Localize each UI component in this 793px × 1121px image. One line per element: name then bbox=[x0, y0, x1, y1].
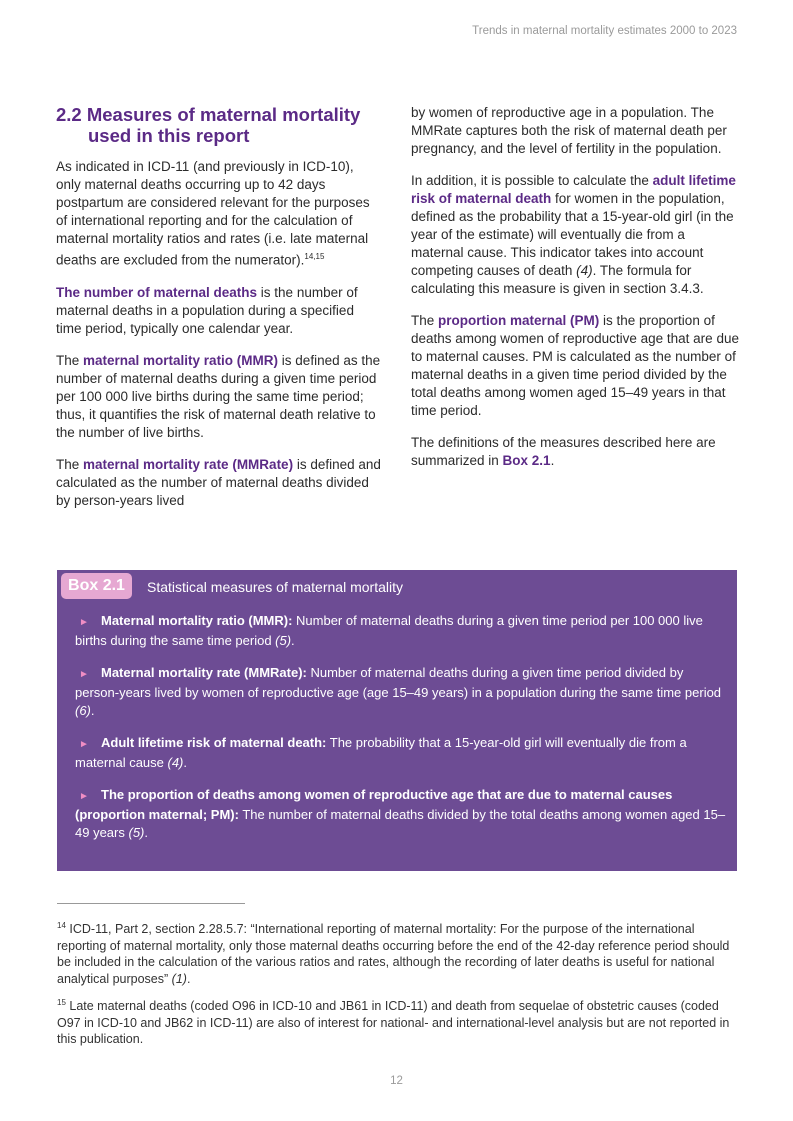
mmrate-paragraph: The maternal mortality rate (MMRate) is defined and calculated as the number of maternal deaths divided by person-years lived bbox=[56, 456, 381, 508]
triangle-bullet-icon: ► bbox=[79, 739, 89, 750]
box-items bbox=[75, 612, 730, 856]
footnote-15: $^{15}$ Late maternal deaths (coded O96 in ICD-10 and JB61 in ICD-11) and death from sequelae of obstetric causes (coded O97 in ICD-10 and JB62 in ICD-11) are also of interest for national- and international-level analysis but are not reported in this publication. bbox=[57, 998, 730, 1047]
intro-paragraph: As indicated in ICD-11 (and previously in ICD-10), only maternal deaths occurring up to 42 days postpartum are considered relevant for the purposes of international reporting and for the calculation of maternal mortality ratios and rates (i.e. late maternal deaths are excluded from the numerator).$^{14,15}$ bbox=[56, 159, 370, 268]
footnote-ref[interactable]: 14,15 bbox=[304, 252, 325, 261]
box-item: ► Maternal mortality ratio (MMR): Number of maternal deaths during a given time period per 100 000 live births during the same time period (5). bbox=[75, 613, 703, 648]
box-2-1 bbox=[57, 570, 737, 871]
triangle-bullet-icon: ► bbox=[79, 669, 89, 680]
box-title: Statistical measures of maternal mortality bbox=[147, 579, 403, 595]
footnotes bbox=[57, 918, 737, 1056]
footnote-14: $^{14}$ ICD-11, Part 2, section 2.28.5.7: “International reporting of maternal mortality: For the purpose of the international reporting of maternal mortality, only those maternal deaths occurring before the end of the 42-day reference period should be included in the calculation of the various ratios and rates, although the recording of later deaths is useful for national analytical purposes” (1). bbox=[57, 921, 730, 986]
number-of-maternal-deaths-paragraph: The number of maternal deaths is the number of maternal deaths in a population during a specified time period, typically one calendar year. bbox=[56, 284, 358, 336]
box-item: ► Maternal mortality rate (MMRate): Number of maternal deaths during a given time period divided by person-years lived by women of reproductive age (age 15–49 years) in a population during the same time period (6). bbox=[75, 665, 722, 718]
running-header: Trends in maternal mortality estimates 2000 to 2023 bbox=[472, 25, 737, 37]
left-column bbox=[56, 100, 381, 524]
footnote-divider bbox=[57, 903, 245, 904]
page-number: 12 bbox=[390, 1075, 403, 1087]
box-item: ► Adult lifetime risk of maternal death: The probability that a 15-year-old girl will eventually die from a maternal cause (4). bbox=[75, 735, 687, 770]
right-column bbox=[411, 104, 739, 484]
section-title: 2.2 Measures of maternal mortality used in this report bbox=[56, 104, 361, 146]
proportion-maternal-paragraph: The proportion maternal (PM) is the proportion of deaths among women of reproductive age that are due to maternal causes. PM is calculated as the number of maternal deaths in a given time period divided by the total deaths among women aged 15–49 years in that time period. bbox=[411, 313, 739, 418]
box-tag: Box 2.1 bbox=[61, 573, 132, 599]
triangle-bullet-icon: ► bbox=[79, 791, 89, 802]
box-item: ► The proportion of deaths among women of reproductive age that are due to maternal causes (proportion maternal; PM): The number of maternal deaths divided by the total deaths among women aged 15–49 years (5). bbox=[75, 787, 726, 840]
summary-paragraph: The definitions of the measures described here are summarized in Box 2.1. bbox=[411, 435, 716, 468]
triangle-bullet-icon: ► bbox=[79, 617, 89, 628]
mmrate-paragraph-continued: by women of reproductive age in a population. The MMRate captures both the risk of maternal death per pregnancy, and the level of fertility in the population. bbox=[411, 105, 727, 156]
lifetime-risk-paragraph: In addition, it is possible to calculate the adult lifetime risk of maternal death for women in the population, defined as the probability that a 15-year-old girl (in the year of the estimate) will eventually die from a maternal cause. This indicator takes into account competing causes of death (4). The formula for calculating this measure is given in section 3.4.3. bbox=[411, 173, 736, 296]
box-2-1-link[interactable]: Box 2.1 bbox=[502, 453, 551, 468]
mmr-paragraph: The maternal mortality ratio (MMR) is defined as the number of maternal deaths during a given time period per 100 000 live births during the same time period; thus, it quantifies the risk of maternal death relative to the number of live births. bbox=[56, 352, 381, 440]
